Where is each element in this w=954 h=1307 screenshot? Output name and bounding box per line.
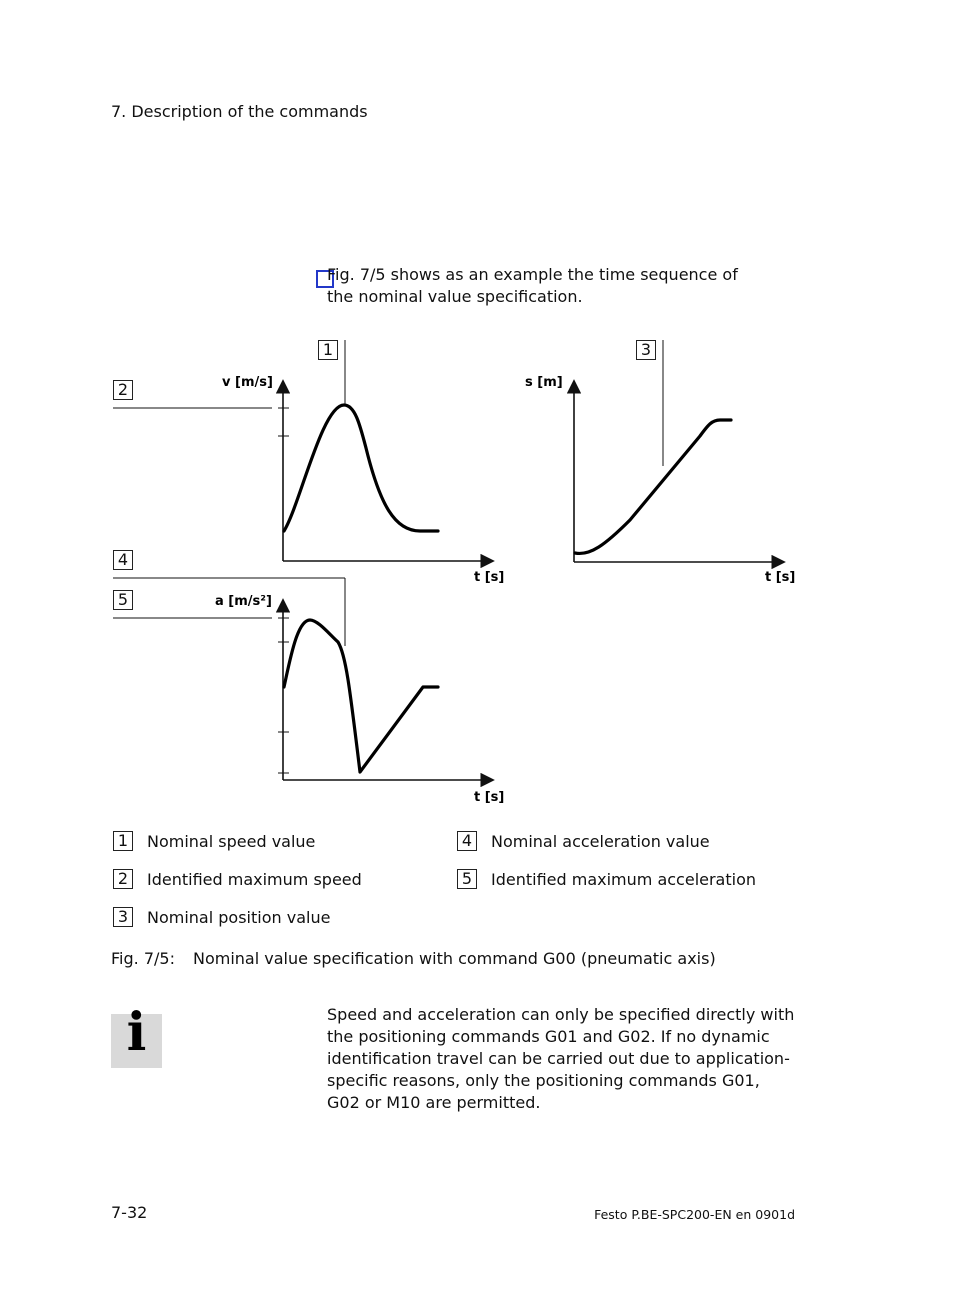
caption-text: Nominal value specification with command G00 (pneumatic axis) bbox=[193, 949, 716, 968]
speed-xlabel: t [s] bbox=[474, 570, 505, 585]
legend-num-4: 4 bbox=[457, 831, 477, 851]
legend-num-2: 2 bbox=[113, 869, 133, 889]
legend-num-3: 3 bbox=[113, 907, 133, 927]
accel-curve bbox=[284, 620, 438, 772]
callout-1: 1 bbox=[318, 340, 338, 360]
figure-caption bbox=[111, 949, 716, 968]
legend-text-1: Nominal speed value bbox=[147, 832, 316, 851]
speed-ylabel: v [m/s] bbox=[222, 375, 273, 390]
chapter-heading: 7. Description of the commands bbox=[111, 102, 368, 121]
legend-text-5: Identified maximum acceleration bbox=[491, 870, 757, 889]
position-ylabel: s [m] bbox=[525, 375, 563, 390]
position-chart bbox=[525, 375, 795, 585]
accel-ylabel: a [m/s²] bbox=[215, 594, 272, 609]
legend-text-3: Nominal position value bbox=[147, 908, 331, 927]
callout-5: 5 bbox=[113, 590, 133, 610]
accel-chart bbox=[215, 594, 504, 805]
position-curve bbox=[575, 420, 731, 553]
footer-document-id: Festo P.BE-SPC200-EN en 0901d bbox=[594, 1207, 795, 1222]
caption-label: Fig. 7/5: bbox=[111, 949, 175, 968]
position-xlabel: t [s] bbox=[765, 570, 796, 585]
accel-xlabel: t [s] bbox=[474, 790, 505, 805]
callout-leaders bbox=[113, 340, 663, 646]
info-icon: i bbox=[126, 1002, 147, 1063]
speed-chart bbox=[222, 375, 504, 585]
callout-4: 4 bbox=[113, 550, 133, 570]
speed-curve bbox=[284, 405, 438, 531]
info-note-text: Speed and acceleration can only be specified directly with the positioning commands G01 and G02. If no dynamic identification travel can be carried out due to application-specific reasons, only the positioning commands G01, G02 or M10 are permitted. bbox=[327, 1005, 795, 1112]
page-number: 7-32 bbox=[111, 1203, 148, 1222]
legend-text-2: Identified maximum speed bbox=[147, 870, 362, 889]
callout-3: 3 bbox=[636, 340, 656, 360]
callout-2: 2 bbox=[113, 380, 133, 400]
legend-num-1: 1 bbox=[113, 831, 133, 851]
legend-num-5: 5 bbox=[457, 869, 477, 889]
legend-text-4: Nominal acceleration value bbox=[491, 832, 710, 851]
intro-paragraph: Fig. 7/5 shows as an example the time sequence of the nominal value specification. bbox=[327, 265, 738, 306]
